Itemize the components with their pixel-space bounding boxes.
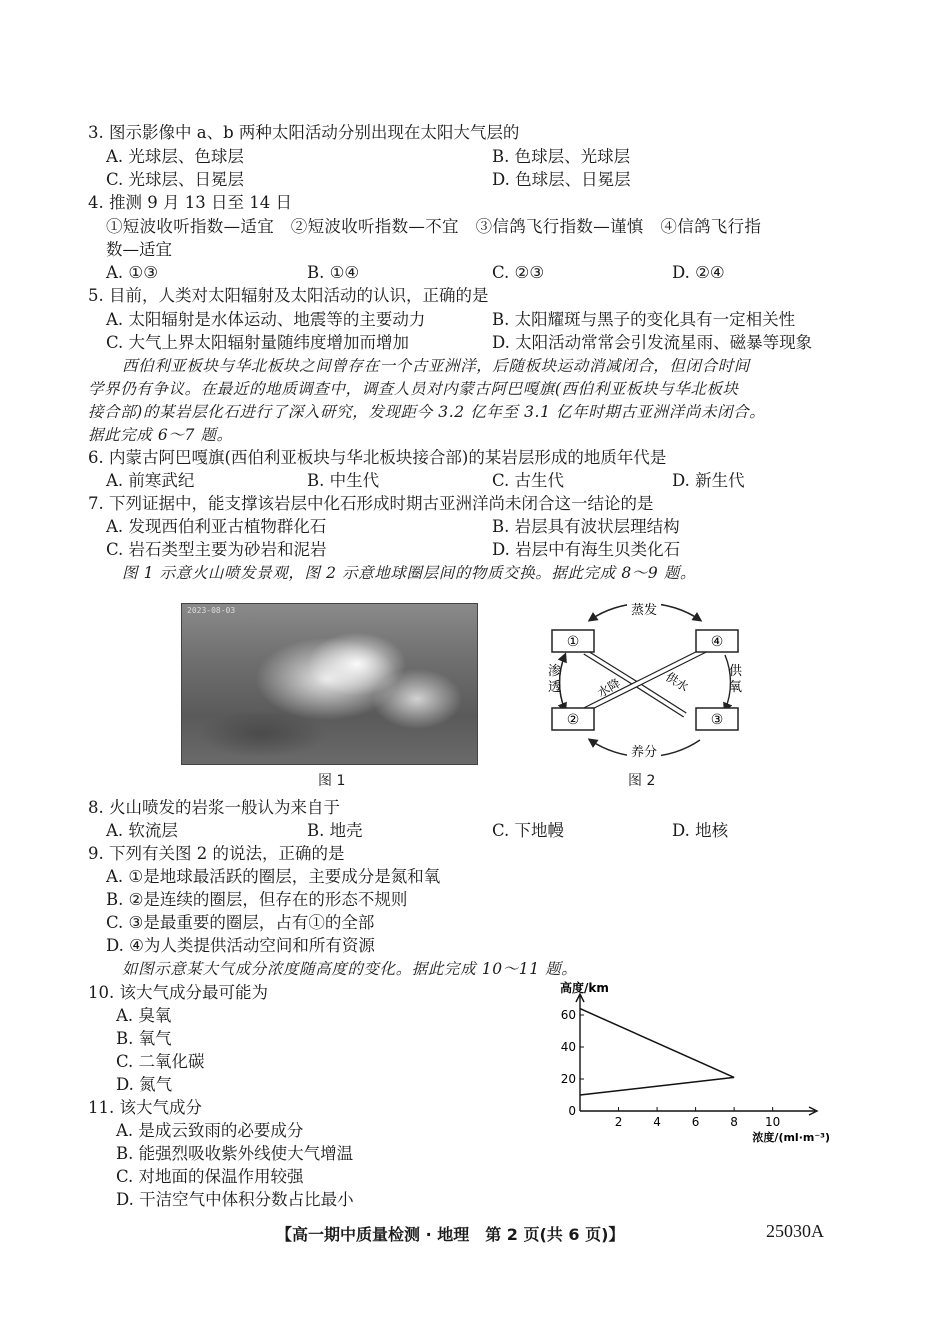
q10-option-d: D. 氮气 [116, 1075, 173, 1094]
q10-option-a: A. 臭氧 [116, 1006, 172, 1025]
passage2: 图 1 示意火山喷发景观，图 2 示意地球圈层间的物质交换。据此完成 8～9 题。 [122, 564, 697, 582]
q4-choices-line2: 数—适宜 [106, 240, 172, 259]
label-right-2: 氧 [729, 680, 743, 695]
q3-option-a: A. 光球层、色球层 [106, 147, 244, 166]
q11-stem: 11. 该大气成分 [88, 1098, 202, 1117]
q7-option-c: C. 岩石类型主要为砂岩和泥岩 [106, 540, 327, 559]
passage3: 如图示意某大气成分浓度随高度的变化。据此完成 10～11 题。 [122, 960, 578, 978]
label-evaporation: 蒸发 [630, 603, 658, 618]
label-nutrients: 养分 [630, 745, 658, 760]
q4-option-b: B. ①④ [307, 263, 360, 282]
q11-option-b: B. 能强烈吸收紫外线使大气增温 [116, 1144, 354, 1163]
q9-option-b: B. ②是连续的圈层，但存在的形态不规则 [106, 890, 408, 909]
label-water-supply: 供水 [663, 669, 691, 695]
q9-option-d: D. ④为人类提供活动空间和所有资源 [106, 936, 375, 955]
x-tick-label-4: 4 [653, 1115, 661, 1129]
passage1-line3: 接合部)的某岩层化石进行了深入研究，发现距今 3.2 亿年至 3.1 亿年时期古亚洲洋尚未闭合。 [88, 403, 766, 421]
q11-option-d: D. 干洁空气中体积分数占比最小 [116, 1190, 354, 1209]
x-tick-label-8: 8 [730, 1115, 738, 1129]
q4-choices-line1: ①短波收听指数—适宜 ②短波收听指数—不宜 ③信鸽飞行指数—谨慎 ④信鸽飞行指 [106, 217, 762, 236]
q4-option-d: D. ②④ [672, 263, 725, 282]
box-1-label: ① [566, 634, 580, 650]
passage1-line1: 西伯利亚板块与华北板块之间曾存在一个古亚洲洋，后随板块运动消减闭合，但闭合时间 [122, 357, 750, 375]
q4-option-a: A. ①③ [106, 263, 158, 282]
box-2-label: ② [566, 712, 580, 728]
passage1-line2: 学界仍有争议。在最近的地质调查中，调查人员对内蒙古阿巴嘎旗(西伯利亚板块与华北板块 [88, 380, 739, 398]
x-tick-label-10: 10 [765, 1115, 781, 1129]
box-3-label: ③ [710, 712, 724, 728]
q4-stem: 4. 推测 9 月 13 日至 14 日 [88, 193, 292, 212]
q3-option-d: D. 色球层、日冕层 [492, 170, 631, 189]
volcano-photo [181, 603, 478, 765]
fig2-caption: 图 2 [628, 773, 656, 789]
q5-stem: 5. 目前，人类对太阳辐射及太阳活动的认识，正确的是 [88, 286, 489, 305]
passage1-line4: 据此完成 6～7 题。 [88, 426, 233, 444]
box-4-label: ④ [710, 634, 724, 650]
q6-option-b: B. 中生代 [307, 471, 380, 490]
q5-option-d: D. 太阳活动常常会引发流星雨、磁暴等现象 [492, 333, 813, 352]
y-tick-label-20: 20 [560, 1072, 576, 1086]
series-line-upper [580, 1009, 734, 1078]
q10-stem: 10. 该大气成分最可能为 [88, 983, 268, 1002]
q8-stem: 8. 火山喷发的岩浆一般认为来自于 [88, 798, 340, 817]
q9-option-a: A. ①是地球最活跃的圈层，主要成分是氮和氧 [106, 867, 441, 886]
q7-option-a: A. 发现西伯利亚古植物群化石 [106, 517, 327, 536]
y-tick-label-0: 0 [568, 1104, 576, 1118]
q5-option-c: C. 大气上界太阳辐射量随纬度增加而增加 [106, 333, 410, 352]
label-precip: 水降 [595, 675, 623, 701]
q10-option-c: C. 二氧化碳 [116, 1052, 205, 1071]
q6-option-a: A. 前寒武纪 [106, 471, 195, 490]
y-tick-label-60: 60 [560, 1008, 576, 1022]
concentration-altitude-chart [550, 978, 840, 1148]
q7-option-d: D. 岩层中有海生贝类化石 [492, 540, 681, 559]
q9-option-c: C. ③是最重要的圈层，占有①的全部 [106, 913, 375, 932]
y-tick-label-40: 40 [560, 1040, 576, 1054]
footer-title: 【高一期中质量检测 · 地理 第 2 页(共 6 页)】 [276, 1225, 625, 1244]
q8-option-b: B. 地壳 [307, 821, 363, 840]
label-right-1: 供 [729, 664, 743, 679]
q9-stem: 9. 下列有关图 2 的说法，正确的是 [88, 844, 345, 863]
q7-stem: 7. 下列证据中，能支撑该岩层中化石形成时期古亚洲洋尚未闭合这一结论的是 [88, 494, 654, 513]
q3-stem: 3. 图示影像中 a、b 两种太阳活动分别出现在太阳大气层的 [88, 123, 520, 142]
fig1-caption: 图 1 [318, 773, 346, 789]
q5-option-b: B. 太阳耀斑与黑子的变化具有一定相关性 [492, 310, 796, 329]
q11-option-a: A. 是成云致雨的必要成分 [116, 1121, 304, 1140]
sphere-exchange-diagram [530, 590, 760, 770]
q4-option-c: C. ②③ [492, 263, 545, 282]
q11-option-c: C. 对地面的保温作用较强 [116, 1167, 304, 1186]
q7-option-b: B. 岩层具有波状层理结构 [492, 517, 680, 536]
q5-option-a: A. 太阳辐射是水体运动、地震等的主要动力 [106, 310, 426, 329]
footer-code: 25030A [766, 1221, 824, 1241]
label-left-1: 渗 [548, 664, 562, 679]
q8-option-d: D. 地核 [672, 821, 729, 840]
q3-option-c: C. 光球层、日冕层 [106, 170, 245, 189]
label-left-2: 透 [548, 680, 562, 695]
chart-ylabel: 高度/km [560, 981, 609, 995]
q6-option-d: D. 新生代 [672, 471, 745, 490]
q6-option-c: C. 古生代 [492, 471, 565, 490]
q10-option-b: B. 氧气 [116, 1029, 172, 1048]
q8-option-c: C. 下地幔 [492, 821, 565, 840]
photo-timestamp: 2023-08-03 [187, 606, 236, 615]
x-tick-label-2: 2 [614, 1115, 623, 1129]
chart-xlabel: 浓度/(ml·m⁻³) [752, 1131, 830, 1144]
q3-option-b: B. 色球层、光球层 [492, 147, 631, 166]
series-line-lower [580, 1077, 734, 1095]
q8-option-a: A. 软流层 [106, 821, 178, 840]
q6-stem: 6. 内蒙古阿巴嘎旗(西伯利亚板块与华北板块接合部)的某岩层形成的地质年代是 [88, 448, 667, 467]
x-tick-label-6: 6 [691, 1115, 700, 1129]
